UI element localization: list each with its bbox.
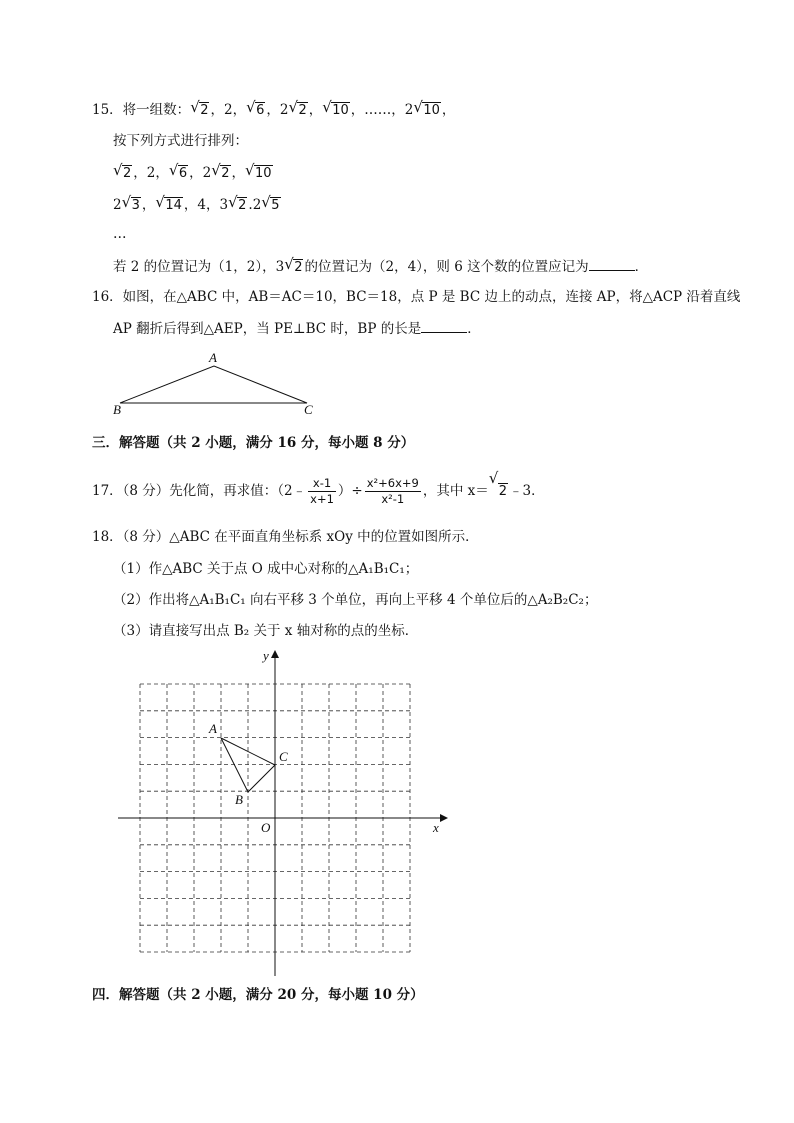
q15-condition: 若 2 的位置记为（1，2），3 √ 2 的位置记为（2，4），则 6 这个数的位置应记为 ． [113, 256, 648, 278]
sqrt-symbol: √ 2 [488, 469, 508, 499]
q15-cond-a: 若 2 的位置记为（1，2），3 [113, 259, 285, 275]
label-o: O [261, 820, 271, 835]
sqrt-symbol: √ 2 [211, 161, 230, 181]
q15-prefix: 15．将一组数： [92, 102, 191, 118]
label-b: B [113, 402, 121, 417]
q15-coef: 2 [404, 102, 414, 118]
coordinate-grid [110, 646, 450, 978]
label-c: C [304, 402, 313, 417]
q15-row2: 2 √ 3 ， √ 14 ，4，3 √ 2 .2 √ 5 [113, 195, 282, 216]
q18-part1: （1）作△ABC 关于点 O 成中心对称的△A₁B₁C₁； [113, 561, 419, 577]
sqrt-symbol: √ 14 [155, 193, 182, 213]
q15-num: 2， [146, 165, 169, 181]
sqrt-symbol: √ 3 [121, 193, 140, 213]
q15-num: 4，3 [197, 197, 229, 213]
section-4-heading: 四．解答题（共 2 小题，满分 20 分，每小题 10 分） [92, 987, 424, 1003]
label-a: A [209, 350, 217, 365]
label-c: C [279, 749, 288, 764]
answer-blank[interactable] [421, 318, 467, 333]
q15-cond-b: 的位置记为（2，4），则 6 这个数的位置应记为 [304, 259, 589, 275]
sqrt-symbol: √ 2 [284, 255, 303, 275]
sqrt-symbol: √ 6 [168, 161, 188, 181]
sqrt-symbol: √ 6 [246, 98, 265, 118]
triangle-figure [108, 348, 348, 418]
q15-ellipsis: …… [364, 102, 392, 118]
sqrt-symbol: √ 2 [190, 98, 209, 118]
q15-coef: 2 [279, 102, 289, 118]
sqrt-symbol: √ 10 [413, 98, 440, 118]
q18-part3: （3）请直接写出点 B₂ 关于 x 轴对称的点的坐标． [113, 623, 419, 639]
label-b: B [235, 792, 243, 807]
x-axis-arrow [440, 814, 448, 822]
q15-row1: √ 2 ，2， √ 6 ，2 √ 2 ， √ 10 [113, 163, 274, 184]
q18-text: 18．（8 分）△ABC 在平面直角坐标系 xOy 中的位置如图所示． [92, 529, 479, 545]
sqrt-symbol: √ 2 [113, 161, 132, 181]
y-axis-arrow [271, 650, 279, 658]
q18-part2: （2）作出将△A₁B₁C₁ 向右平移 3 个单位，再向上平移 4 个单位后的△A₂B₂C₂； [113, 592, 598, 608]
sqrt-symbol: √ 5 [261, 193, 280, 213]
sqrt-symbol: √ 2 [288, 98, 307, 118]
q15-num: 2 [223, 102, 233, 118]
label-x: x [433, 820, 439, 835]
sqrt-symbol: √ 10 [245, 161, 272, 181]
q17-line: 17．（8 分）先化简，再求值：（2﹣ $\frac{x-1}{x+1}$ ）÷ $\frac{\text{x²+6x+9}}{\text{x²-1}}$ ，其中 x＝ √ 2 ﹣3． [92, 471, 545, 511]
section-3-heading: 三．解答题（共 2 小题，满分 16 分，每小题 8 分） [92, 435, 415, 451]
q15-line1: 15．将一组数： √ 2 ，2， √ 6 ，2 √ 2 ， √ 10 ，……，2 √ 10 ， [92, 100, 455, 121]
sqrt-symbol: √ 2 [228, 193, 247, 213]
q15-ellipsis-line: … [113, 226, 127, 242]
answer-blank[interactable] [589, 256, 635, 271]
label-a: A [209, 721, 217, 736]
q15-coef: 2 [113, 197, 122, 213]
fraction-2: $\frac{\text{x²+6x+9}}{\text{x²-1}}$ [366, 476, 419, 506]
q15-coef: 2 [252, 197, 262, 213]
fraction-1: $\frac{x-1}{x+1}$ [310, 476, 334, 506]
sqrt-symbol: √ 10 [322, 98, 349, 118]
q15-coef: 2 [202, 165, 212, 181]
q16-text2: AP 翻折后得到△AEP，当 PE⊥BC 时，BP 的长是 ． [113, 318, 481, 339]
q16-text1: 16．如图，在△ABC 中，AB＝AC＝10，BC＝18，点 P 是 BC 边上的动点，连接 AP，将△ACP 沿着直线 [92, 289, 741, 305]
q15-line2: 按下列方式进行排列： [113, 133, 248, 149]
label-y: y [263, 648, 269, 663]
triangle-abc [120, 366, 307, 403]
